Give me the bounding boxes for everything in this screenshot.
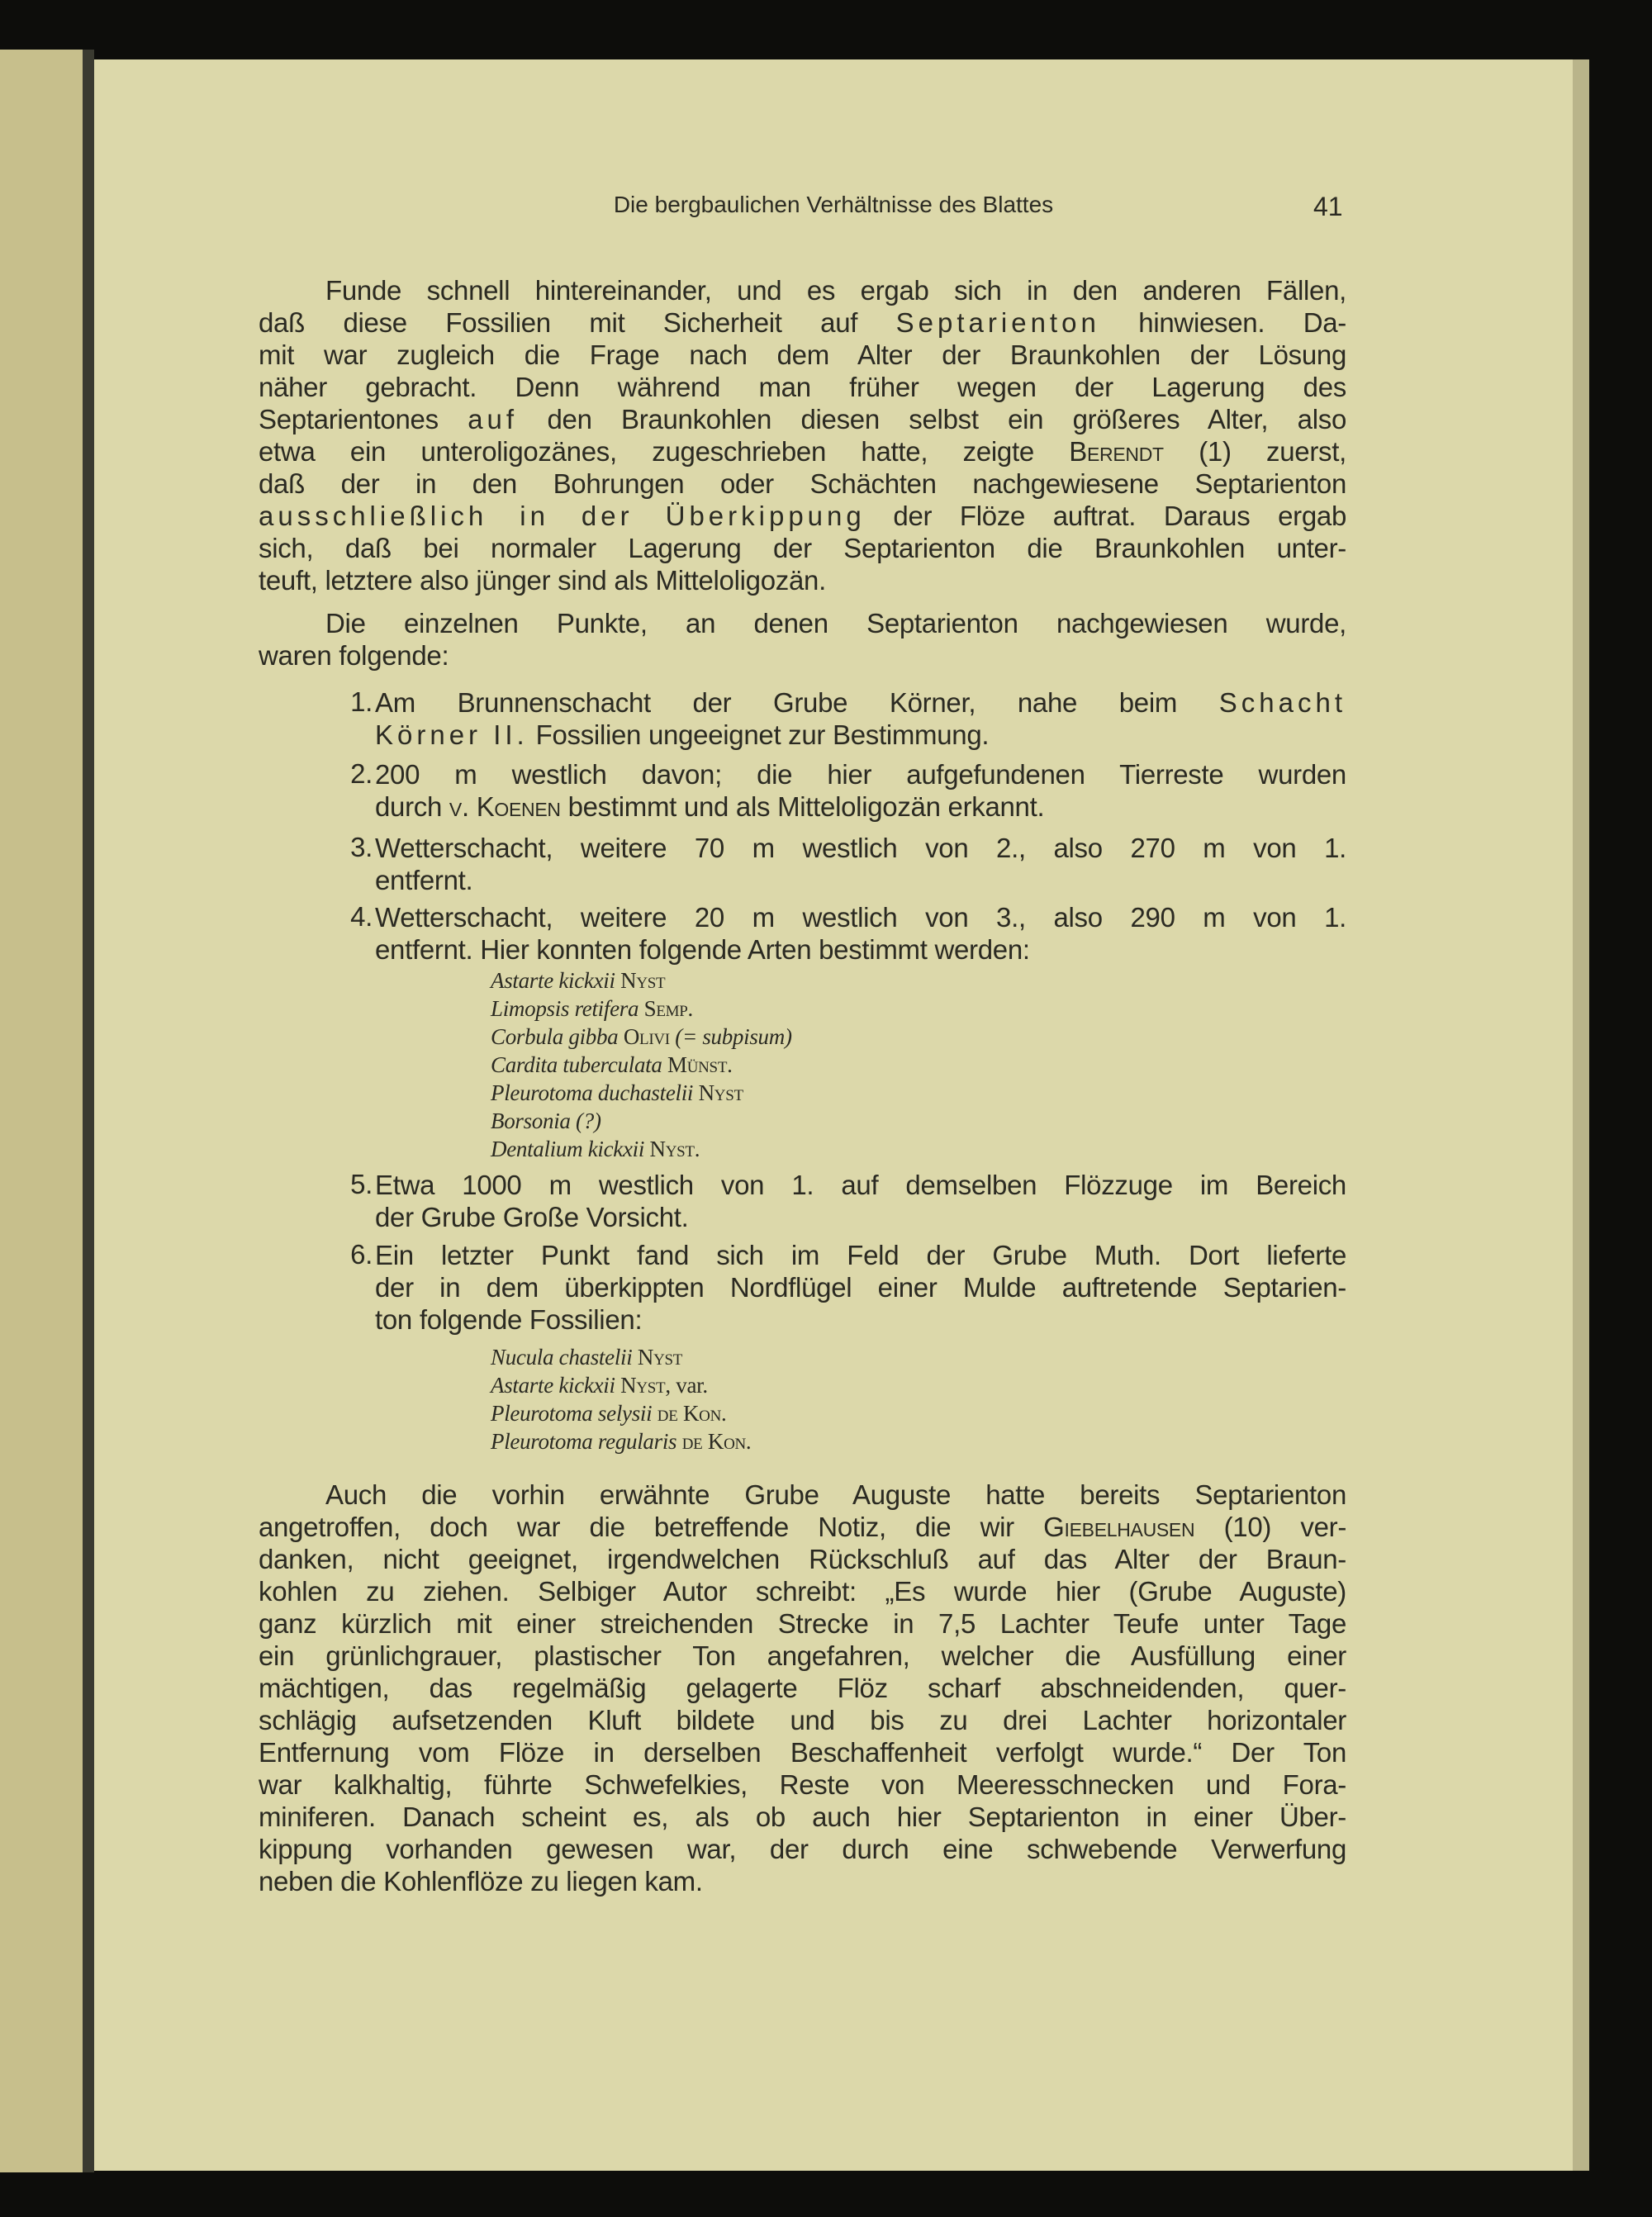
- small-caps-text: Nyst.: [644, 1137, 700, 1161]
- text-line: [375, 1239, 1346, 1271]
- text-segment: Septarientones: [259, 404, 468, 434]
- species-entry: [491, 1135, 1234, 1163]
- text-line: [259, 339, 1346, 371]
- book-gutter: [83, 50, 94, 2172]
- text-line: [259, 607, 1346, 639]
- species-list: [491, 1343, 1234, 1455]
- text-line: [375, 1169, 1346, 1201]
- text-segment: (1) zuerst,: [1163, 436, 1346, 467]
- text-segment: etwa ein unteroligozänes, zugeschrieben hatte, zeigte: [259, 436, 1070, 467]
- text-segment: entfernt.: [375, 865, 473, 895]
- small-caps-text: Giebelhausen: [1043, 1512, 1195, 1542]
- text-segment: der Flöze auftrat. Daraus ergab: [865, 501, 1346, 531]
- species-entry: [491, 1399, 1234, 1427]
- text-segment: kohlen zu ziehen. Selbiger Autor schreibt: „Es wurde hier (Grube Auguste): [259, 1576, 1346, 1607]
- paragraph: [259, 607, 1346, 672]
- italic-text: (= subpisum): [675, 1024, 792, 1049]
- text-segment: hinwiesen. Da-: [1099, 307, 1346, 338]
- italic-text: Limopsis retifera: [491, 996, 639, 1021]
- species-entry: [491, 1079, 1234, 1107]
- text-line: [259, 371, 1346, 403]
- italic-text: Pleurotoma selysii: [491, 1401, 653, 1426]
- text-segment: sich, daß bei normaler Lagerung der Septarienton die Braunkohlen unter-: [259, 533, 1346, 563]
- italic-text: Pleurotoma regularis: [491, 1429, 677, 1454]
- italic-text: Astarte kickxii: [491, 968, 615, 993]
- spaced-text: ausschließlich in der Überkippung: [259, 501, 866, 531]
- list-item-number: 1.: [350, 686, 373, 717]
- text-segment: angetroffen, doch war die betreffende Notiz, die wir: [259, 1512, 1044, 1542]
- text-line: [259, 1575, 1346, 1607]
- text-segment: bestimmt und als Mitteloligozän erkannt.: [560, 791, 1045, 822]
- text-segment: waren folgende:: [259, 640, 449, 671]
- list-item-number: 2.: [350, 758, 373, 789]
- species-entry: [491, 966, 1234, 995]
- small-caps-text: Nyst: [615, 1373, 666, 1398]
- text-segment: (10) ver-: [1194, 1512, 1347, 1542]
- text-line: [375, 864, 1346, 896]
- species-entry: [491, 995, 1234, 1023]
- text-line: [259, 1543, 1346, 1575]
- text-segment: schlägig aufsetzenden Kluft bildete und bis zu drei Lachter horizontaler: [259, 1705, 1346, 1735]
- text-segment: daß der in den Bohrungen oder Schächten nachgewiesene Septarienton: [259, 468, 1346, 499]
- small-caps-text: Münst.: [662, 1052, 733, 1077]
- species-entry: [491, 1343, 1234, 1371]
- text-segment: mit war zugleich die Frage nach dem Alter der Braunkohlen der Lösung: [259, 339, 1346, 370]
- text-line: [259, 639, 1346, 672]
- list-item: [339, 832, 1346, 896]
- text-segment: daß diese Fossilien mit Sicherheit auf: [259, 307, 896, 338]
- text-line: [375, 719, 1346, 751]
- species-entry: [491, 1107, 1234, 1135]
- spaced-text: Schacht: [1218, 687, 1346, 718]
- italic-text: Cardita tuberculata: [491, 1052, 662, 1077]
- italic-text: Corbula gibba: [491, 1024, 619, 1049]
- text-segment: ein grünlichgrauer, plastischer Ton angefahren, welcher die Ausfüllung einer: [259, 1640, 1346, 1671]
- text-line: [259, 500, 1346, 532]
- italic-text: Nucula chastelii: [491, 1345, 633, 1370]
- text-line: [375, 1271, 1346, 1303]
- text-line: [259, 306, 1346, 339]
- text-segment: kippung vorhanden gewesen war, der durch eine schwebende Verwerfung: [259, 1834, 1346, 1864]
- text-segment: der Grube Große Vorsicht.: [375, 1202, 689, 1232]
- list-item-number: 6.: [350, 1239, 373, 1270]
- text-segment: Etwa 1000 m westlich von 1. auf demselben Flözzuge im Bereich: [375, 1170, 1346, 1200]
- text-line: [259, 1640, 1346, 1672]
- text-segment: neben die Kohlenflöze zu liegen kam.: [259, 1866, 703, 1897]
- small-caps-text: de Kon.: [676, 1429, 752, 1454]
- spaced-text: Körner II.: [375, 719, 529, 750]
- text-segment: mächtigen, das regelmäßig gelagerte Flöz scharf abschneidenden, quer-: [259, 1673, 1346, 1703]
- small-caps-text: Berendt: [1069, 436, 1164, 467]
- text-line: [259, 1801, 1346, 1833]
- text-line: [375, 933, 1346, 966]
- small-caps-text: Nyst: [615, 968, 666, 993]
- text-line: [259, 1607, 1346, 1640]
- paragraph: [259, 274, 1346, 596]
- page-number: 41: [1313, 192, 1343, 221]
- small-caps-text: Nyst: [632, 1345, 683, 1370]
- text-line: [375, 790, 1346, 823]
- text-line: [259, 1865, 1346, 1897]
- species-entry: [491, 1371, 1234, 1399]
- text-line: [259, 468, 1346, 500]
- italic-text: Pleurotoma duchastelii: [491, 1080, 694, 1105]
- text-line: [259, 1736, 1346, 1768]
- species-list: [491, 966, 1234, 1163]
- text-segment: Ein letzter Punkt fand sich im Feld der Grube Muth. Dort lieferte: [375, 1240, 1346, 1270]
- list-item: [339, 1239, 1346, 1336]
- text-segment: Wetterschacht, weitere 20 m westlich von 3., also 290 m von 1.: [375, 902, 1346, 933]
- text-line: [375, 758, 1346, 790]
- list-item-number: 5.: [350, 1169, 373, 1199]
- text-segment: näher gebracht. Denn während man früher wegen der Lagerung des: [259, 372, 1346, 402]
- text-segment: war kalkhaltig, führte Schwefelkies, Reste von Meeresschnecken und Fora-: [259, 1769, 1346, 1800]
- text-segment: danken, nicht geeignet, irgendwelchen Rückschluß auf das Alter der Braun-: [259, 1544, 1346, 1574]
- text-segment: Die einzelnen Punkte, an denen Septarienton nachgewiesen wurde,: [325, 608, 1346, 639]
- text-line: [259, 1704, 1346, 1736]
- text-segment: den Braunkohlen diesen selbst ein größeres Alter, also: [518, 404, 1346, 434]
- text-segment: 200 m westlich davon; die hier aufgefundenen Tierreste wurden: [375, 759, 1346, 790]
- small-caps-text: Nyst: [693, 1080, 743, 1105]
- text-segment: Funde schnell hintereinander, und es ergab sich in den anderen Fällen,: [325, 275, 1346, 306]
- small-caps-text: Semp.: [638, 996, 693, 1021]
- list-item: [339, 1169, 1346, 1233]
- spaced-text: Septarienton: [895, 307, 1100, 338]
- text-line: [259, 435, 1346, 468]
- text-segment: ganz kürzlich mit einer streichenden Strecke in 7,5 Lachter Teufe unter Tage: [259, 1608, 1346, 1639]
- text-segment: miniferen. Danach scheint es, als ob auch hier Septarienton in einer Über-: [259, 1802, 1346, 1832]
- list-item: [339, 758, 1346, 823]
- list-item-number: 4.: [350, 901, 373, 932]
- text-line: [259, 403, 1346, 435]
- text-line: [259, 274, 1346, 306]
- text-segment: Fossilien ungeeignet zur Bestimmung.: [528, 719, 990, 750]
- text-segment: entfernt. Hier konnten folgende Arten bestimmt werden:: [375, 934, 1030, 965]
- text-segment: Wetterschacht, weitere 70 m westlich von 2., also 270 m von 1.: [375, 833, 1346, 863]
- text-segment: der in dem überkippten Nordflügel einer Mulde auftretende Septarien-: [375, 1272, 1346, 1303]
- italic-text: Astarte kickxii: [491, 1373, 615, 1398]
- text-segment: , var.: [665, 1373, 708, 1398]
- text-line: [375, 686, 1346, 719]
- spaced-text: auf: [468, 404, 519, 434]
- page-edge: [1573, 59, 1589, 2171]
- text-line: [375, 1303, 1346, 1336]
- text-line: [259, 1672, 1346, 1704]
- small-caps-text: Olivi: [618, 1024, 676, 1049]
- text-segment: Am Brunnenschacht der Grube Körner, nahe beim: [375, 687, 1219, 718]
- species-entry: [491, 1023, 1234, 1051]
- italic-text: Borsonia (?): [491, 1108, 601, 1133]
- text-line: [375, 901, 1346, 933]
- text-segment: ton folgende Fossilien:: [375, 1304, 643, 1335]
- text-line: [259, 1479, 1346, 1511]
- text-line: [259, 1511, 1346, 1543]
- paragraph: [259, 1479, 1346, 1897]
- running-title: Die bergbaulichen Verhältnisse des Blattes: [613, 192, 1054, 217]
- species-entry: [491, 1427, 1234, 1455]
- list-item: [339, 901, 1346, 966]
- text-line: [259, 532, 1346, 564]
- list-item: [339, 686, 1346, 751]
- species-entry: [491, 1051, 1234, 1079]
- text-segment: durch: [375, 791, 449, 822]
- text-line: [259, 1768, 1346, 1801]
- list-item-number: 3.: [350, 832, 373, 862]
- small-caps-text: de Kon.: [652, 1401, 727, 1426]
- text-segment: Entfernung vom Flöze in derselben Beschaffenheit verfolgt wurde.“ Der Ton: [259, 1737, 1346, 1768]
- previous-page-edge: [0, 50, 83, 2172]
- text-line: [375, 1201, 1346, 1233]
- text-segment: Auch die vorhin erwähnte Grube Auguste hatte bereits Septarienton: [325, 1479, 1346, 1510]
- small-caps-text: v. Koenen: [449, 791, 561, 822]
- text-line: [375, 832, 1346, 864]
- text-line: [259, 1833, 1346, 1865]
- text-line: [259, 564, 1346, 596]
- text-segment: teuft, letztere also jünger sind als Mitteloligozän.: [259, 565, 826, 596]
- italic-text: Dentalium kickxii: [491, 1137, 645, 1161]
